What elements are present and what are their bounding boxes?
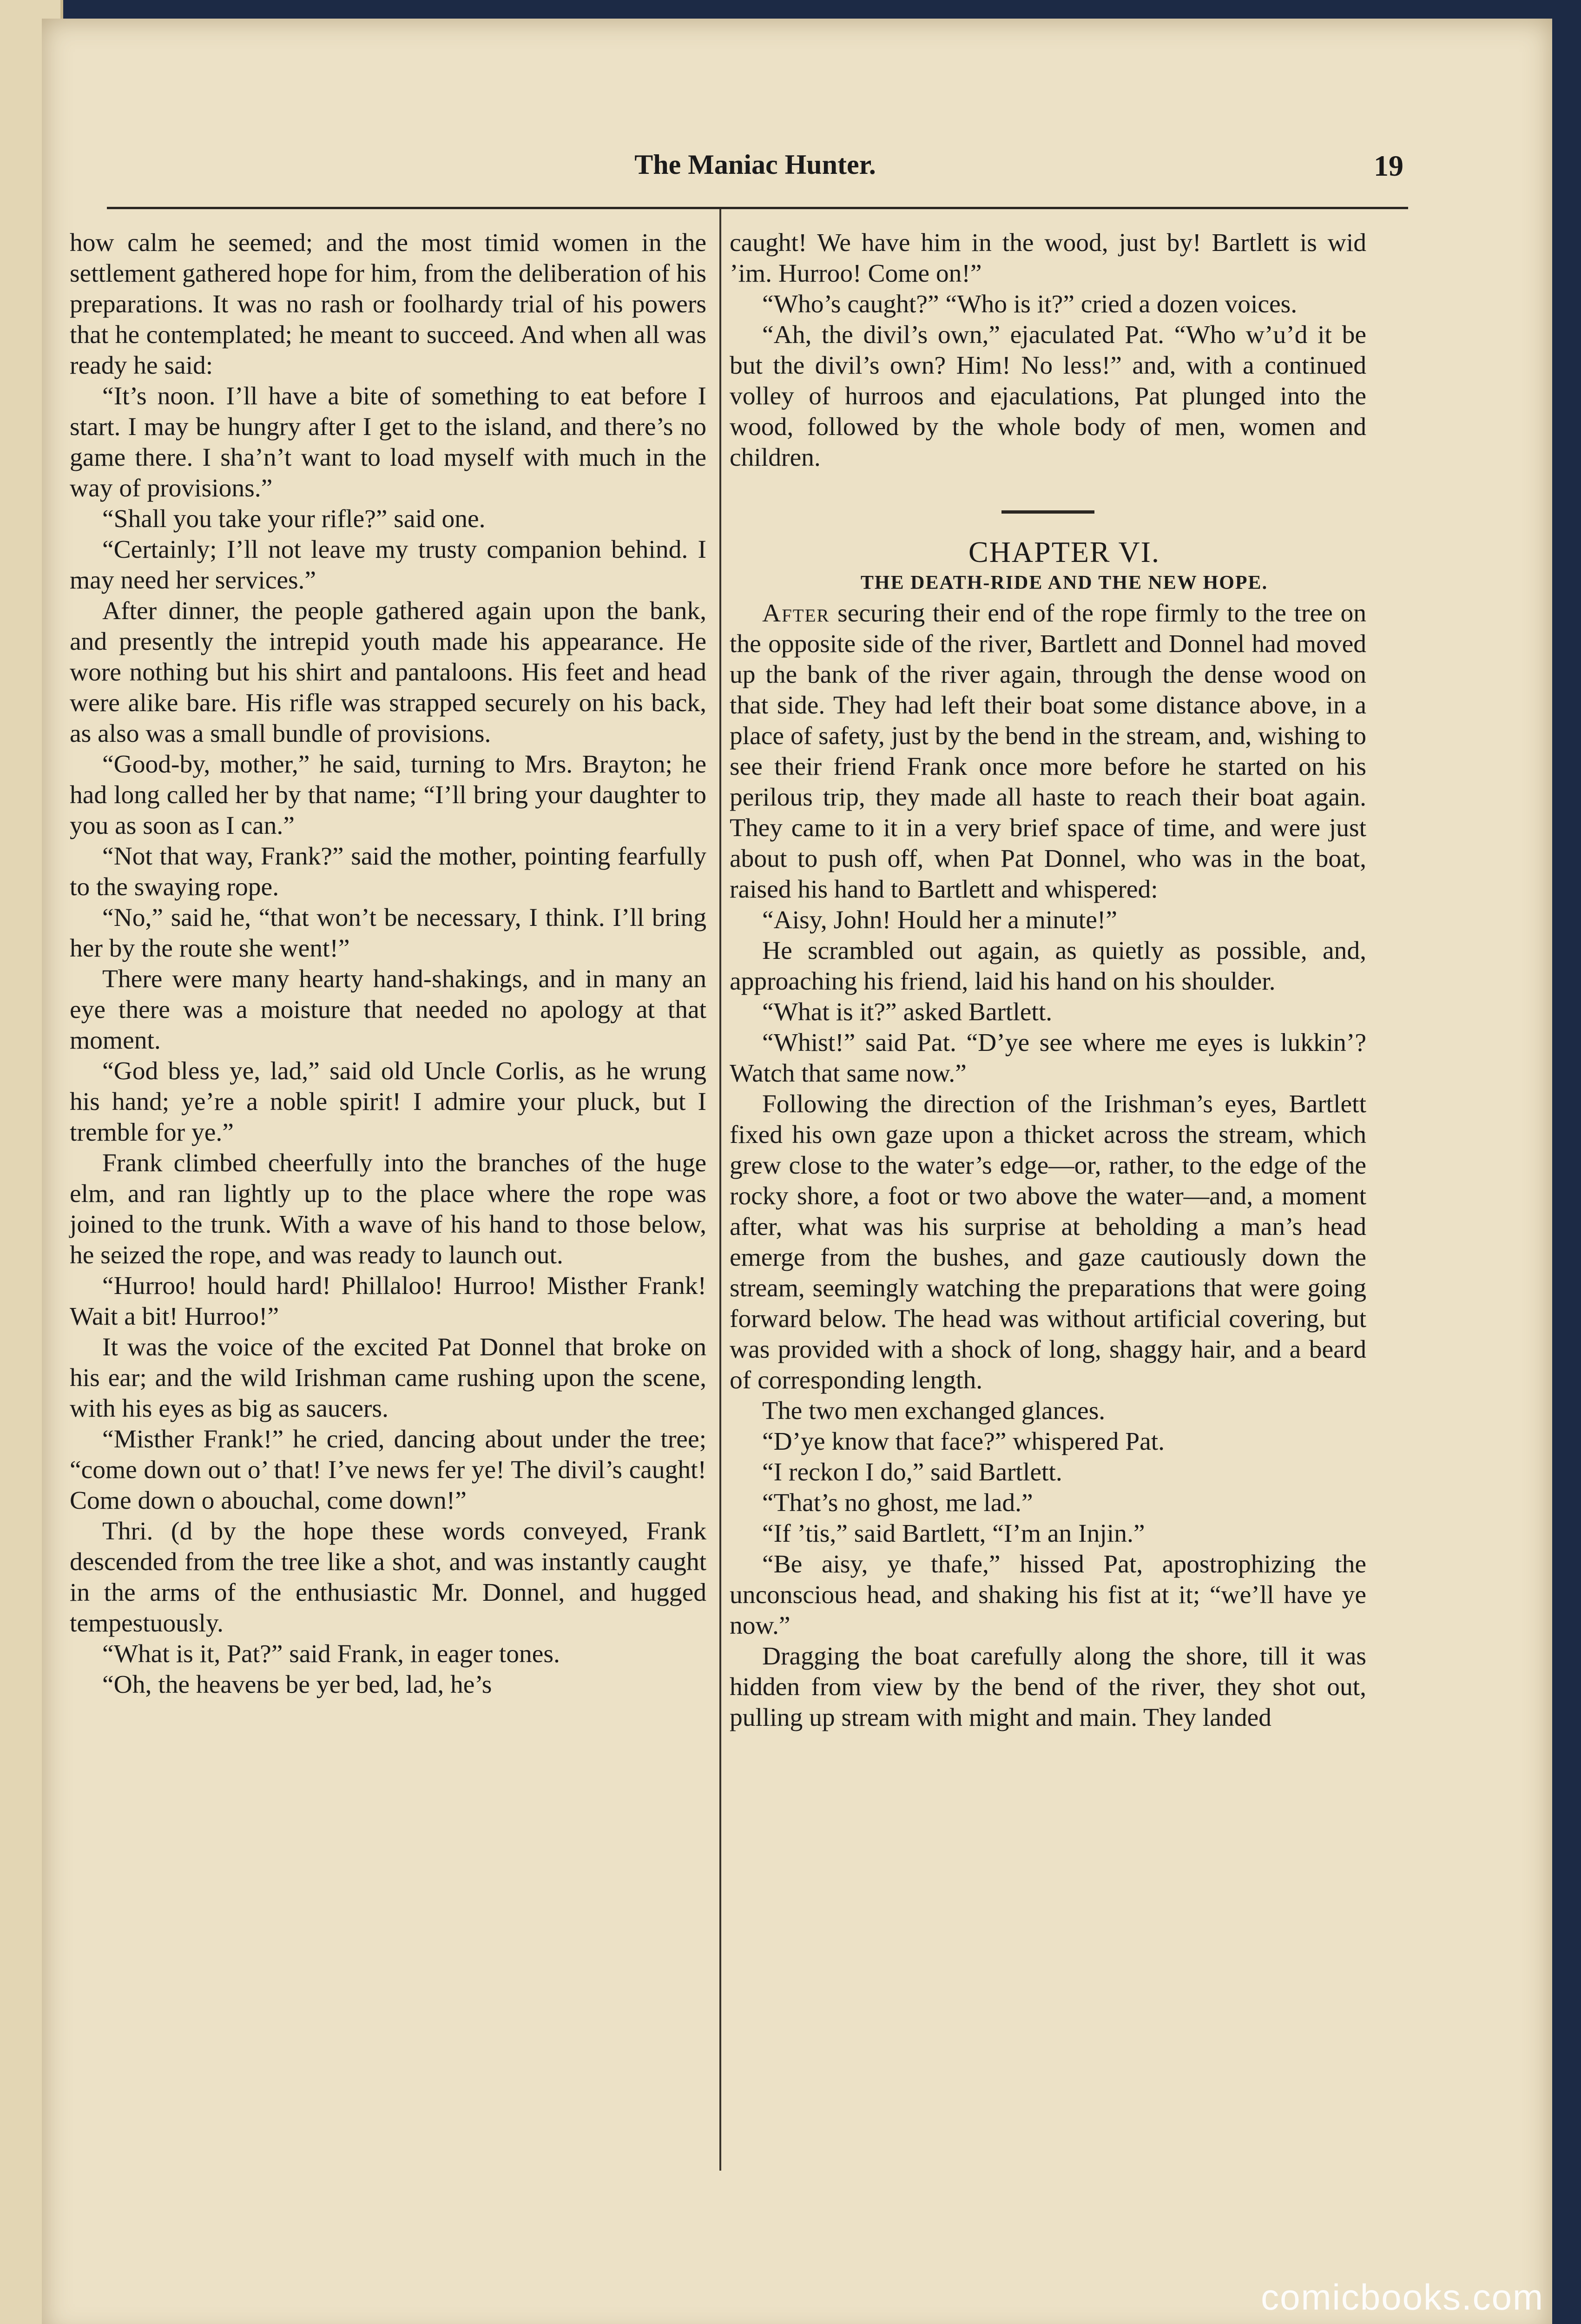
paragraph: Dragging the boat carefully along the shore, till it was hidden from view by the bend of the river, they shot out, pulling up stream with might and main. They landed [730,1642,1366,1732]
column-divider [719,209,721,2171]
chapter-title: CHAPTER VI. [968,535,1160,568]
paragraph: “It’s noon. I’ll have a bite of something to eat before I start. I may be hungry after I get to the island, and there’s no game there. I sha’n’t want to load myself with much in the way of provisions.” [70,382,706,502]
paragraph: “Good-by, mother,” he said, turning to Mrs. Brayton; he had long called her by that name; “I’ll bring your daughter to you as soon as I can.” [70,750,706,840]
left-column [70,228,706,1700]
paragraph: The two men exchanged glances. [762,1397,1106,1425]
paragraph: He scrambled out again, as quietly as possible, and, approaching his friend, laid his hand on his shoulder. [730,937,1366,996]
opening-text: securing their end of the rope firmly to the tree on the opposite side of the river, Bartlett and Donnel had moved up the bank of the river again, through the dense wood on that side. They had left their boat some distance above, in a place of safety, just by the bend in the stream, and, wishing to see their friend Frank once more before he started on his perilous trip, they made all haste to reach their boat again. They came to it in a very brief space of time, and were just about to push off, when Pat Donnel, who was in the boat, raised his hand to Bartlett and whispered: [730,599,1366,904]
page-number: 19 [1374,149,1403,182]
paragraph: Thri. (d by the hope these words conveyed, Frank descended from the tree like a shot, and was instantly caught in the arms of the enthusiastic Mr. Donnel, and hugged tempestuously. [70,1517,706,1637]
paragraph: It was the voice of the excited Pat Donnel that broke on his ear; and the wild Irishman came rushing upon the scene, with his eyes as big as saucers. [70,1333,706,1423]
paragraph: “Who’s caught?” “Who is it?” cried a dozen voices. [762,290,1298,318]
section-divider [1001,510,1094,514]
paragraph: “Shall you take your rifle?” said one. [102,505,486,533]
right-column [730,228,1366,1733]
page [42,19,1552,2324]
paragraph: There were many hearty hand-shakings, and in many an eye there was a moisture that needed no apology at that moment. [70,965,706,1055]
paragraph: “Aisy, John! Hould her a minute!” [762,906,1117,934]
paragraph: “No,” said he, “that won’t be necessary, I think. I’ll bring her by the route she went!” [70,904,706,963]
paragraph: “Hurroo! hould hard! Phillaloo! Hurroo! Misther Frank! Wait a bit! Hurroo!” [70,1272,706,1331]
opening-word: After [762,599,830,627]
paragraph: “Ah, the divil’s own,” ejaculated Pat. “Who w’u’d it be but the divil’s own? Him! No less!” and, with a continued volley of hurroos and ejaculations, Pat plunged into the wood, followed by the whole body of men, women and children. [730,321,1366,472]
paragraph: “Misther Frank!” he cried, dancing about under the tree; “come down out o’ that! I’ve news fer ye! The divil’s caught! Come down o abouchal, come down!” [70,1425,706,1515]
paragraph: Following the direction of the Irishman’s eyes, Bartlett fixed his own gaze upon a thicket across the stream, which grew close to the water’s edge—or, rather, to the edge of the rocky shore, a foot or two above the water—and, a moment after, what was his surprise at beholding a man’s head emerge from the bushes, and gaze cautiously down the stream, seemingly watching the preparations that were going forward below. The head was without artificial covering, but was provided with a shock of long, shaggy hair, and a beard of corresponding length. [730,1090,1366,1394]
chapter-subtitle: THE DEATH-RIDE AND THE NEW HOPE. [860,572,1268,594]
header-rule [107,207,1408,209]
paragraph: caught! We have him in the wood, just by! Bartlett is wid ’im. Hurroo! Come on!” [730,229,1366,288]
paragraph: “What is it, Pat?” said Frank, in eager tones. [102,1640,560,1668]
running-header [107,144,1403,200]
paragraph: “Whist!” said Pat. “D’ye see where me eyes is lukkin’? Watch that same now.” [730,1029,1366,1088]
paragraph: “If ’tis,” said Bartlett, “I’m an Injin.” [762,1519,1145,1548]
watermark: comicbooks.com [1261,2277,1544,2317]
paragraph: “I reckon I do,” said Bartlett. [762,1458,1062,1486]
paragraph: Frank climbed cheerfully into the branches of the huge elm, and ran lightly up to the place where the rope was joined to the trunk. With a wave of his hand to those below, he seized the rope, and was ready to launch out. [70,1149,706,1269]
paragraph: how calm he seemed; and the most timid women in the settlement gathered hope for him, from the deliberation of his preparations. It was no rash or foolhardy trial of his powers that he contemplated; he meant to succeed. And when all was ready he said: [70,229,706,380]
paragraph: “D’ye know that face?” whispered Pat. [762,1427,1165,1456]
paragraph: “Certainly; I’ll not leave my trusty companion behind. I may need her services.” [70,535,706,594]
paragraph: “Oh, the heavens be yer bed, lad, he’s [102,1670,492,1699]
paragraph: After dinner, the people gathered again upon the bank, and presently the intrepid youth made his appearance. He wore nothing but his shirt and pantaloons. His feet and head were alike bare. His rifle was strapped securely on his back, as also was a small bundle of provisions. [70,597,706,748]
paragraph: “That’s no ghost, me lad.” [762,1489,1033,1517]
paragraph: “What is it?” asked Bartlett. [762,998,1053,1026]
running-title: The Maniac Hunter. [634,149,876,180]
chapter-opening-paragraph [730,598,1366,905]
paragraph: “Not that way, Frank?” said the mother, pointing fearfully to the swaying rope. [70,842,706,901]
paragraph: “Be aisy, ye thafe,” hissed Pat, apostrophizing the unconscious head, and shaking his fist at it; “we’ll have ye now.” [730,1550,1366,1640]
paragraph: “God bless ye, lad,” said old Uncle Corlis, as he wrung his hand; ye’re a noble spirit! I admire your pluck, but I tremble for ye.” [70,1057,706,1147]
